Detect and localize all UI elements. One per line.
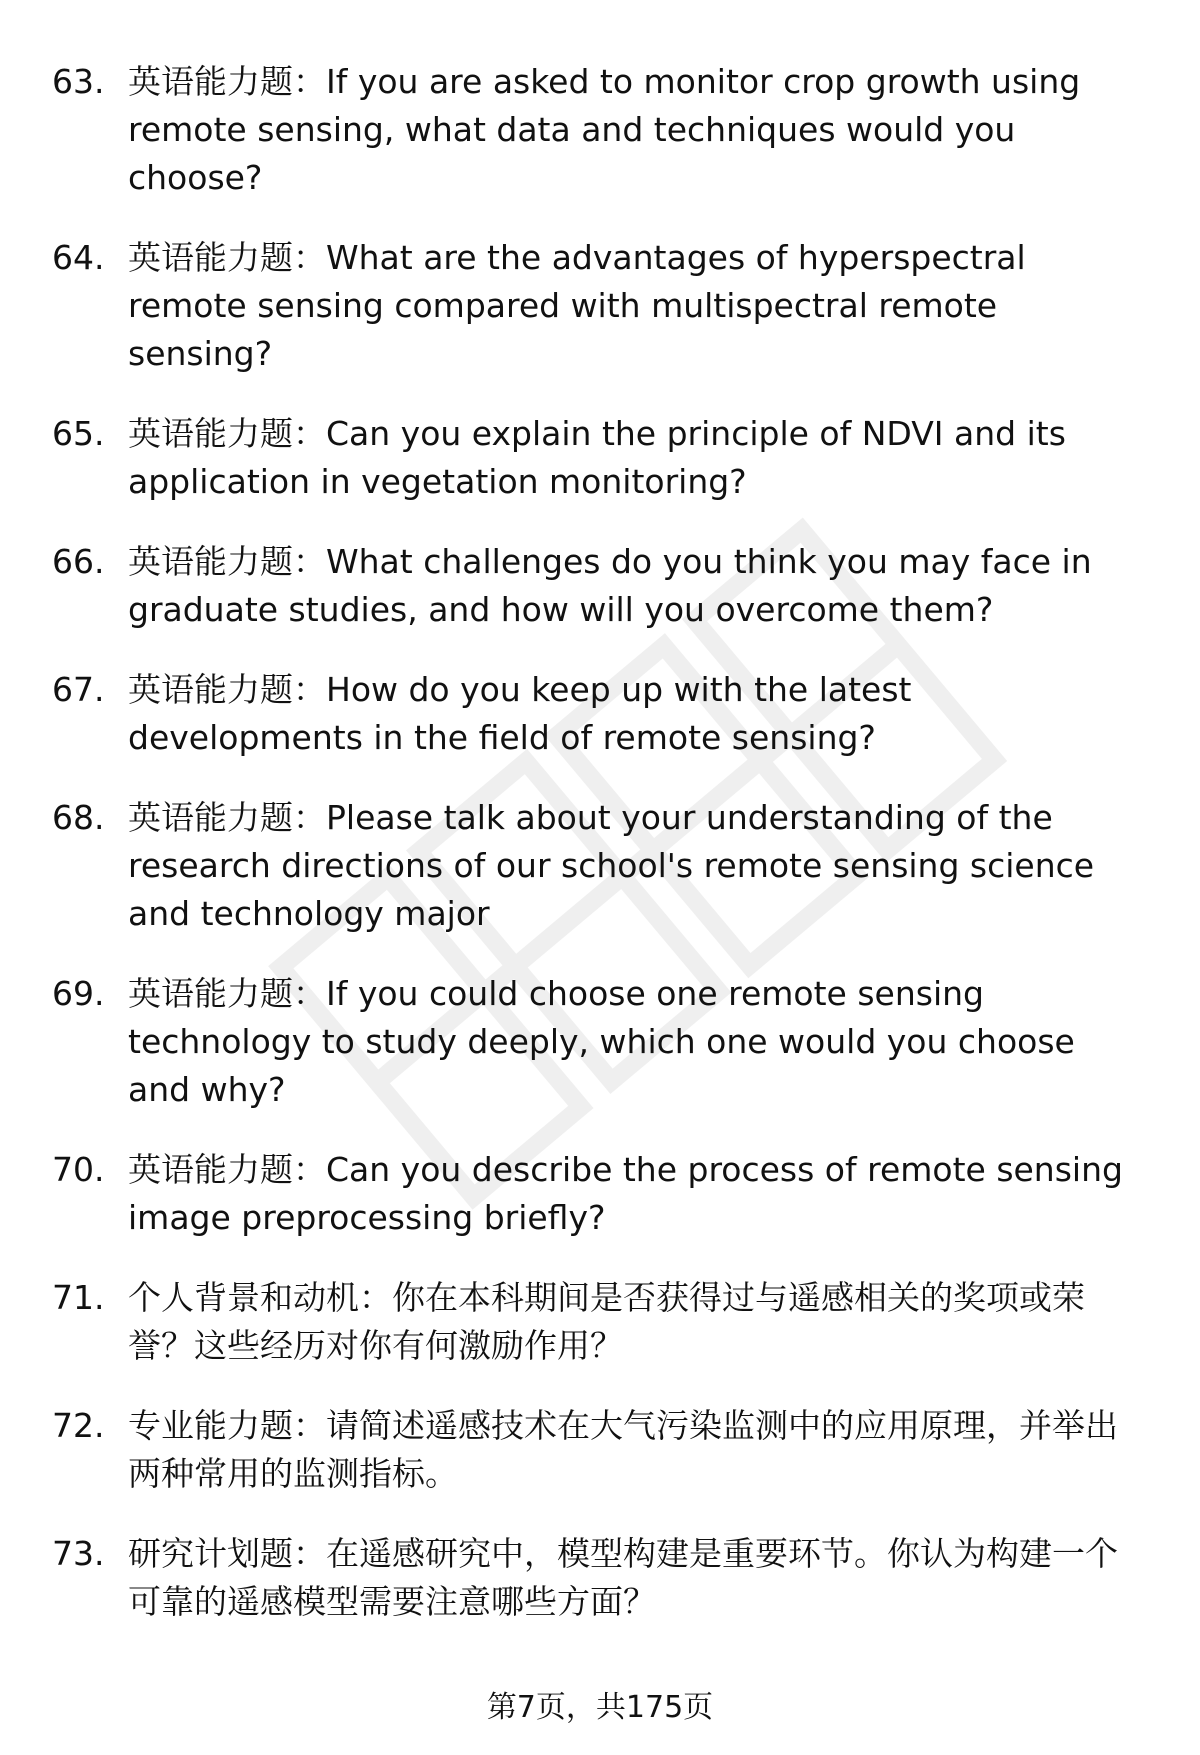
question-text: 英语能力题：What are the advantages of hyperspectral remote sensing compared with multispectral remote sensing?	[128, 238, 1026, 373]
question-number: 71.	[52, 1278, 105, 1317]
question-list	[0, 58, 1200, 1658]
question-number: 72.	[52, 1406, 105, 1445]
question-text: 英语能力题：What challenges do you think you may face in graduate studies, and how will you overcome them?	[128, 542, 1092, 629]
question-item	[0, 410, 1200, 506]
question-number: 63.	[52, 62, 105, 101]
page-footer	[0, 1688, 1200, 1728]
question-item	[0, 666, 1200, 762]
question-text: 英语能力题：Can you explain the principle of NDVI and its application in vegetation monitoring?	[128, 414, 1066, 501]
question-item	[0, 58, 1200, 202]
question-number: 64.	[52, 238, 105, 277]
question-number: 66.	[52, 542, 105, 581]
question-item	[0, 538, 1200, 634]
page-number-label: 第7页，共175页	[486, 1690, 714, 1725]
question-item	[0, 1402, 1200, 1498]
question-text: 专业能力题：请简述遥感技术在大气污染监测中的应用原理，并举出两种常用的监测指标。	[128, 1406, 1118, 1493]
question-item	[0, 970, 1200, 1114]
question-item	[0, 1146, 1200, 1242]
question-number: 73.	[52, 1534, 105, 1573]
question-text: 英语能力题：Can you describe the process of remote sensing image preprocessing briefly?	[128, 1150, 1123, 1237]
question-number: 67.	[52, 670, 105, 709]
question-text: 研究计划题：在遥感研究中，模型构建是重要环节。你认为构建一个可靠的遥感模型需要注意哪些方面？	[128, 1534, 1118, 1621]
question-number: 65.	[52, 414, 105, 453]
question-item	[0, 234, 1200, 378]
question-item	[0, 1530, 1200, 1626]
question-text: 英语能力题：If you could choose one remote sensing technology to study deeply, which one would you choose and why?	[128, 974, 1075, 1109]
question-number: 68.	[52, 798, 105, 837]
question-item	[0, 794, 1200, 938]
question-item	[0, 1274, 1200, 1370]
question-text: 个人背景和动机：你在本科期间是否获得过与遥感相关的奖项或荣誉？这些经历对你有何激励作用？	[128, 1278, 1085, 1365]
question-text: 英语能力题：Please talk about your understanding of the research directions of our school's remote sensing science and technology major	[128, 798, 1095, 933]
question-text: 英语能力题：How do you keep up with the latest developments in the field of remote sensing?	[128, 670, 912, 757]
question-number: 69.	[52, 974, 105, 1013]
question-text: 英语能力题：If you are asked to monitor crop growth using remote sensing, what data and techniques would you choose?	[128, 62, 1081, 197]
question-number: 70.	[52, 1150, 105, 1189]
